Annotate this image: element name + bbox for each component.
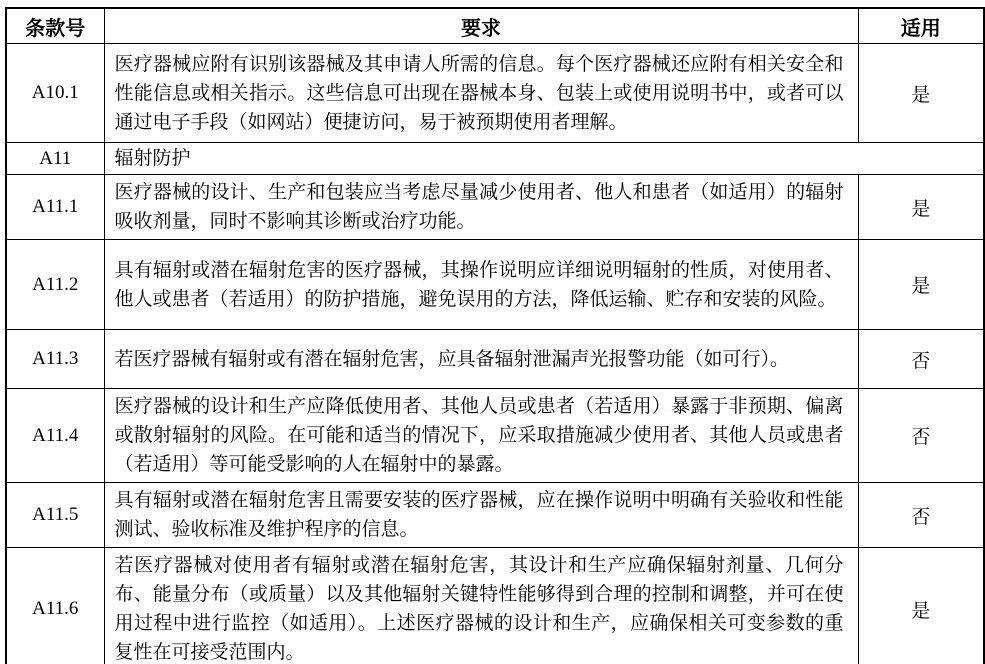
clause-number: A11 — [6, 143, 104, 175]
header-requirement: 要求 — [104, 8, 858, 44]
table-header-row — [6, 8, 984, 44]
requirements-table — [5, 7, 985, 664]
table-row — [6, 240, 984, 330]
applicable-value: 否 — [858, 389, 984, 483]
clause-number: A11.4 — [6, 389, 104, 483]
table-row — [6, 548, 984, 664]
clause-number: A11.6 — [6, 548, 104, 664]
requirement-text: 具有辐射或潜在辐射危害的医疗器械，其操作说明应详细说明辐射的性质，对使用者、他人或患者（若适用）的防护措施，避免误用的方法，降低运输、贮存和安装的风险。 — [104, 240, 858, 330]
requirement-text: 医疗器械应附有识别该器械及其申请人所需的信息。每个医疗器械还应附有相关安全和性能信息或相关指示。这些信息可出现在器械本身、包装上或使用说明书中，或者可以通过电子手段（如网站）便捷访问，易于被预期使用者理解。 — [104, 44, 858, 143]
table-body — [6, 44, 984, 664]
clause-number: A11.2 — [6, 240, 104, 330]
clause-number: A11.3 — [6, 330, 104, 389]
section-title: 辐射防护 — [104, 143, 984, 175]
clause-number: A11.1 — [6, 175, 104, 240]
requirement-text: 具有辐射或潜在辐射危害且需要安装的医疗器械，应在操作说明中明确有关验收和性能测试、验收标准及维护程序的信息。 — [104, 483, 858, 548]
table-row — [6, 44, 984, 143]
requirement-text: 若医疗器械有辐射或有潜在辐射危害，应具备辐射泄漏声光报警功能（如可行）。 — [104, 330, 858, 389]
table-row — [6, 389, 984, 483]
requirement-text: 医疗器械的设计和生产应降低使用者、其他人员或患者（若适用）暴露于非预期、偏离或散射辐射的风险。在可能和适当的情况下，应采取措施减少使用者、其他人员或患者（若适用）等可能受影响的人在辐射中的暴露。 — [104, 389, 858, 483]
clause-number: A11.5 — [6, 483, 104, 548]
applicable-value: 否 — [858, 330, 984, 389]
requirement-text: 若医疗器械对使用者有辐射或潜在辐射危害，其设计和生产应确保辐射剂量、几何分布、能量分布（或质量）以及其他辐射关键特性能够得到合理的控制和调整，并可在使用过程中进行监控（如适用）。上述医疗器械的设计和生产，应确保相关可变参数的重复性在可接受范围内。 — [104, 548, 858, 664]
table-row — [6, 483, 984, 548]
applicable-value: 是 — [858, 548, 984, 664]
requirement-text: 医疗器械的设计、生产和包装应当考虑尽量减少使用者、他人和患者（如适用）的辐射吸收剂量，同时不影响其诊断或治疗功能。 — [104, 175, 858, 240]
table-row — [6, 330, 984, 389]
applicable-value: 否 — [858, 483, 984, 548]
header-clause-number: 条款号 — [6, 8, 104, 44]
section-header-row — [6, 143, 984, 175]
clause-number: A10.1 — [6, 44, 104, 143]
header-applicable: 适用 — [858, 8, 984, 44]
table-row — [6, 175, 984, 240]
applicable-value: 是 — [858, 240, 984, 330]
applicable-value: 是 — [858, 44, 984, 143]
applicable-value: 是 — [858, 175, 984, 240]
